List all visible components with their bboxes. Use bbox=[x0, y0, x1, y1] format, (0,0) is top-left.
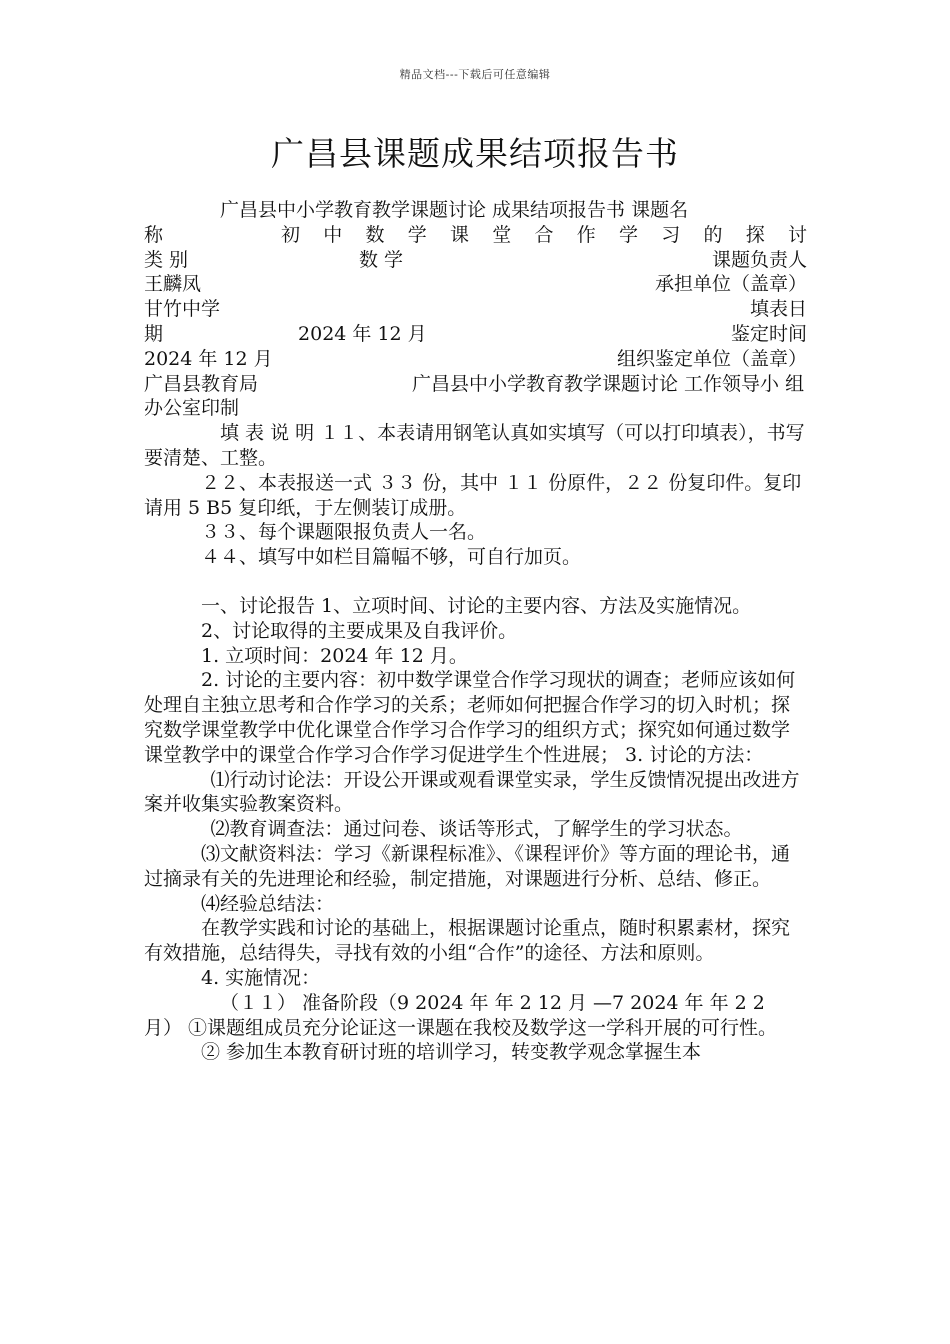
type-label: 类 别 bbox=[144, 248, 189, 271]
report-section-1: 一、讨论报告 1、立项时间、讨论的主要内容、方法及实施情况。 bbox=[201, 594, 752, 617]
report-section-3: 1. 立项时间：2024 年 12 月。 bbox=[201, 644, 468, 667]
org-label: 组织鉴定单位（盖章） bbox=[616, 347, 807, 370]
report-section-6: （１１） 准备阶段（9 2024 年 年 2 12 月 —7 2024 年 年 2 2 月） ①课题组成员充分论证这一课题在我校及数学这一学科开展的可行性。 bbox=[144, 991, 778, 1039]
type-value: 数 学 bbox=[359, 248, 404, 271]
leader-value: 王麟凤 bbox=[144, 273, 202, 296]
note-2: ２２、本表报送一式 ３３ 份，其中 １１ 份原件，２２ 份复印件。复印请用 5 B5 复印纸，于左侧装订成册。 bbox=[144, 471, 802, 519]
fill-label-a: 填表日 bbox=[749, 298, 807, 321]
method-4: ⑷经验总结法： bbox=[201, 892, 335, 915]
cover-unit-row bbox=[144, 297, 807, 322]
method-4-detail: 在教学实践和讨论的基础上，根据课题讨论重点，随时积累素材，探究有效措施，总结得失，寻找有效的小组“合作”的途径、方法和原则。 bbox=[144, 917, 791, 965]
method-1: ⑴行动讨论法：开设公开课或观看课堂实录，学生反馈情况提出改进方案并收集实验教案资料。 bbox=[144, 768, 800, 816]
name-value: 初 中 数 学 课 堂 合 作 学 习 的 探 讨 bbox=[281, 223, 807, 246]
note-4: ４４、填写中如栏目篇幅不够，可自行加页。 bbox=[201, 546, 582, 569]
page-header: 精品文档---下载后可任意编辑 bbox=[399, 68, 551, 81]
appraise-label: 鉴定时间 bbox=[730, 322, 807, 345]
cover-name-row bbox=[144, 223, 807, 248]
cover-fill-row bbox=[144, 322, 807, 347]
report-section-2: 2、讨论取得的主要成果及自我评价。 bbox=[201, 619, 518, 642]
unit-value: 甘竹中学 bbox=[144, 298, 221, 321]
document-body bbox=[144, 198, 807, 1065]
leader-label: 课题负责人 bbox=[711, 248, 807, 271]
fill-label-b: 期 bbox=[144, 322, 164, 345]
method-3: ⑶文献资料法：学习《新课程标准》、《课程评价》等方面的理论书，通过摘录有关的先进理论和经验，制定措施，对课题进行分析、总结、修正。 bbox=[144, 842, 791, 890]
cover-appraise-row bbox=[144, 347, 807, 372]
unit-label: 承担单位（盖章） bbox=[654, 273, 807, 296]
cover-leader-row bbox=[144, 272, 807, 297]
note-3: ３３、每个课题限报负责人一名。 bbox=[201, 521, 487, 544]
spacer bbox=[144, 570, 807, 594]
name-label: 称 bbox=[144, 223, 164, 246]
org-value: 广昌县教育局 bbox=[144, 372, 259, 395]
appraise-value: 2024 年 12 月 bbox=[144, 347, 273, 370]
cover-type-row bbox=[144, 248, 807, 273]
report-section-7: ② 参加生本教育研讨班的培训学习，转变教学观念掌握生本 bbox=[201, 1041, 702, 1064]
printer-line: 广昌县中小学教育教学课题讨论 工作领导小 组办公室印制 bbox=[144, 372, 805, 420]
document-title: 广昌县课题成果结项报告书 bbox=[271, 134, 679, 173]
cover-line-1: 广昌县中小学教育教学课题讨论 成果结项报告书 课题名 bbox=[220, 199, 689, 221]
method-2: ⑵教育调查法：通过问卷、谈话等形式，了解学生的学习状态。 bbox=[210, 818, 743, 841]
fill-value: 2024 年 12 月 bbox=[298, 322, 427, 345]
report-section-5: 4. 实施情况： bbox=[201, 966, 321, 989]
report-section-4: 2. 讨论的主要内容：初中数学课堂合作学习现状的调查；老师应该如何处理自主独立思考和合作学习的关系；老师如何把握合作学习的切入时机；探究数学课堂教学中优化课堂合作学习合作学习的组织方式；探究如何通过数学课堂教学中的课堂合作学习合作学习促进学生个性进展； 3. 讨论的方法： bbox=[144, 669, 796, 766]
note-1: 填 表 说 明 １１、本表请用钢笔认真如实填写（可以打印填表），书写要清楚、工整。 bbox=[144, 422, 805, 469]
